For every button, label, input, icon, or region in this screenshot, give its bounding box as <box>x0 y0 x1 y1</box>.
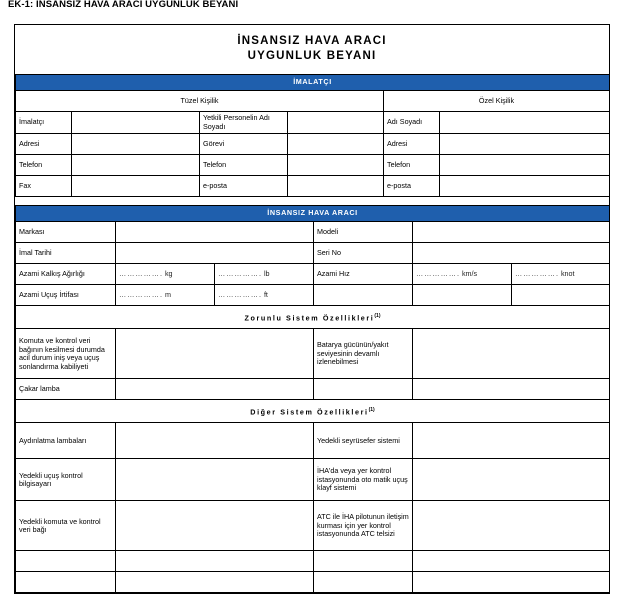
other-label-yedekli-komuta-kontrol: Yedekli komuta ve kontrol veri bağı <box>16 501 116 551</box>
table-row <box>16 243 610 264</box>
mandatory-label-c2-link-loss: Komuta ve kontrol veri bağının kesilmesi durumda acil durum iniş veya uçuş sonlandırma kabiliyeti <box>16 329 116 379</box>
other-label-yedekli-seyrusefer: Yedekli seyrüsefer sistemi <box>314 423 413 459</box>
table-spacer <box>15 197 609 205</box>
table-row <box>16 459 610 501</box>
uav-empty-cell-2[interactable] <box>413 285 512 306</box>
table-row <box>16 572 610 593</box>
manufacturer-value-telefon-2[interactable] <box>288 155 384 176</box>
other-value-aydinlatma-lambalari[interactable] <box>116 423 314 459</box>
form-title-line-2: UYGUNLUK BEYANI <box>247 50 377 62</box>
legal-entity-header: Tüzel Kişilik <box>16 91 384 112</box>
manufacturer-value-telefon[interactable] <box>72 155 200 176</box>
unit-ft: ft <box>263 289 268 299</box>
mandatory-label-battery-monitoring: Batarya gücünün/yakıt seviyesinin devamlı izlenebilmesi <box>314 329 413 379</box>
other-label-otomatik-ucus-sistemi: İHA'da veya yer kontrol istasyonunda oto matik uçuş klayf sistemi <box>314 459 413 501</box>
other-label-yedekli-ucus-kontrol: Yedekli uçuş kontrol bilgisayarı <box>16 459 116 501</box>
other-label-blank-1[interactable] <box>16 551 116 572</box>
other-value-otomatik-ucus-sistemi[interactable] <box>413 459 610 501</box>
manufacturer-label-telefon-2: Telefon <box>200 155 288 176</box>
uav-value-markasi[interactable] <box>116 222 314 243</box>
manufacturer-table <box>15 74 610 197</box>
mandatory-value-c2-link-loss[interactable] <box>116 329 314 379</box>
dots-placeholder: ……………. <box>515 268 559 278</box>
private-label-eposta: e-posta <box>384 176 440 197</box>
private-value-adresi[interactable] <box>440 134 610 155</box>
table-row <box>16 551 610 572</box>
manufacturer-subheader-row <box>16 91 610 112</box>
private-value-eposta[interactable] <box>440 176 610 197</box>
mandatory-value-empty[interactable] <box>413 379 610 400</box>
table-row <box>16 134 610 155</box>
uav-value-speed-kms[interactable] <box>413 264 512 285</box>
mandatory-label-cakar-lamba: Çakar lamba <box>16 379 116 400</box>
mandatory-section-title-row <box>16 306 610 329</box>
private-label-telefon: Telefon <box>384 155 440 176</box>
unit-kg: kg <box>164 268 173 278</box>
uav-table <box>15 205 610 593</box>
uav-value-weight-kg[interactable] <box>116 264 215 285</box>
manufacturer-label-imalatci: İmalatçı <box>16 112 72 134</box>
other-label-blank-1b[interactable] <box>314 551 413 572</box>
manufacturer-label-adresi: Adresi <box>16 134 72 155</box>
manufacturer-value-yetkili-personel[interactable] <box>288 112 384 134</box>
mandatory-section-title <box>16 306 610 329</box>
uav-label-azami-hiz: Azami Hız <box>314 264 413 285</box>
dots-placeholder: ……………. <box>119 289 163 299</box>
other-value-atc-telsizi[interactable] <box>413 501 610 551</box>
private-entity-header: Özel Kişilik <box>384 91 610 112</box>
dots-placeholder: ……………. <box>218 268 262 278</box>
declaration-sheet <box>14 24 610 594</box>
uav-empty-cell-3[interactable] <box>512 285 610 306</box>
manufacturer-value-eposta[interactable] <box>288 176 384 197</box>
manufacturer-value-adresi[interactable] <box>72 134 200 155</box>
unit-lb: lb <box>263 268 270 278</box>
other-value-yedekli-ucus-kontrol[interactable] <box>116 459 314 501</box>
uav-label-azami-ucus-irtifasi: Azami Uçuş İrtifası <box>16 285 116 306</box>
dots-placeholder: ……………. <box>416 268 460 278</box>
table-row <box>16 176 610 197</box>
manufacturer-label-telefon: Telefon <box>16 155 72 176</box>
document-header: EK-1: İNSANSIZ HAVA ARACI UYGUNLUK BEYANI <box>8 0 239 10</box>
uav-value-altitude-m[interactable] <box>116 285 215 306</box>
private-value-telefon[interactable] <box>440 155 610 176</box>
other-label-aydinlatma-lambalari: Aydınlatma lambaları <box>16 423 116 459</box>
manufacturer-band-row <box>16 75 610 91</box>
table-row <box>16 222 610 243</box>
manufacturer-value-gorevi[interactable] <box>288 134 384 155</box>
uav-value-seri-no[interactable] <box>413 243 610 264</box>
other-label-atc-telsizi: ATC ile İHA pilotunun iletişim kurması için yer kontrol istasyonunda ATC telsizi <box>314 501 413 551</box>
other-label-blank-2[interactable] <box>16 572 116 593</box>
dots-placeholder: ……………. <box>119 268 163 278</box>
uav-value-speed-knot[interactable] <box>512 264 610 285</box>
table-row <box>16 155 610 176</box>
private-label-adi-soyadi: Adı Soyadı <box>384 112 440 134</box>
uav-value-weight-lb[interactable] <box>215 264 314 285</box>
uav-band: İNSANSIZ HAVA ARACI <box>16 206 610 222</box>
table-row <box>16 379 610 400</box>
form-title <box>15 25 609 74</box>
dots-placeholder: ……………. <box>218 289 262 299</box>
uav-band-row <box>16 206 610 222</box>
uav-label-modeli: Modeli <box>314 222 413 243</box>
other-value-blank-2[interactable] <box>116 572 314 593</box>
table-row <box>16 285 610 306</box>
table-row <box>16 264 610 285</box>
private-label-adresi: Adresi <box>384 134 440 155</box>
manufacturer-label-fax: Fax <box>16 176 72 197</box>
other-value-yedekli-komuta-kontrol[interactable] <box>116 501 314 551</box>
mandatory-value-battery-monitoring[interactable] <box>413 329 610 379</box>
private-value-adi-soyadi[interactable] <box>440 112 610 134</box>
other-value-blank-2b[interactable] <box>413 572 610 593</box>
uav-empty-cell-1[interactable] <box>314 285 413 306</box>
mandatory-label-empty <box>314 379 413 400</box>
other-value-blank-1[interactable] <box>116 551 314 572</box>
other-value-blank-1b[interactable] <box>413 551 610 572</box>
unit-kms: km/s <box>461 268 478 278</box>
mandatory-section-title-text: Zorunlu Sistem Özellikleri <box>244 312 375 322</box>
manufacturer-label-eposta: e-posta <box>200 176 288 197</box>
unit-m: m <box>164 289 171 299</box>
other-section-title-row <box>16 400 610 423</box>
uav-value-imal-tarihi[interactable] <box>116 243 314 264</box>
uav-label-imal-tarihi: İmal Tarihi <box>16 243 116 264</box>
other-section-title-text: Diğer Sistem Özellikleri <box>250 406 369 416</box>
manufacturer-label-yetkili-personel: Yetkili Personelin Adı Soyadı <box>200 112 288 134</box>
other-label-blank-2b[interactable] <box>314 572 413 593</box>
manufacturer-label-gorevi: Görevi <box>200 134 288 155</box>
uav-label-markasi: Markası <box>16 222 116 243</box>
table-row <box>16 501 610 551</box>
mandatory-value-cakar-lamba[interactable] <box>116 379 314 400</box>
uav-value-altitude-ft[interactable] <box>215 285 314 306</box>
unit-knot: knot <box>560 268 575 278</box>
other-section-title <box>16 400 610 423</box>
manufacturer-band: İMALATÇI <box>16 75 610 91</box>
form-title-line-1: İNSANSIZ HAVA ARACI <box>237 35 387 47</box>
table-row <box>16 112 610 134</box>
uav-value-modeli[interactable] <box>413 222 610 243</box>
manufacturer-value-fax[interactable] <box>72 176 200 197</box>
other-value-yedekli-seyrusefer[interactable] <box>413 423 610 459</box>
table-row <box>16 423 610 459</box>
manufacturer-value-imalatci[interactable] <box>72 112 200 134</box>
uav-label-azami-kalkis-agirligi: Azami Kalkış Ağırlığı <box>16 264 116 285</box>
other-section-footnote: (1) <box>368 406 375 413</box>
mandatory-section-footnote: (1) <box>374 312 381 319</box>
uav-label-seri-no: Seri No <box>314 243 413 264</box>
table-row <box>16 329 610 379</box>
